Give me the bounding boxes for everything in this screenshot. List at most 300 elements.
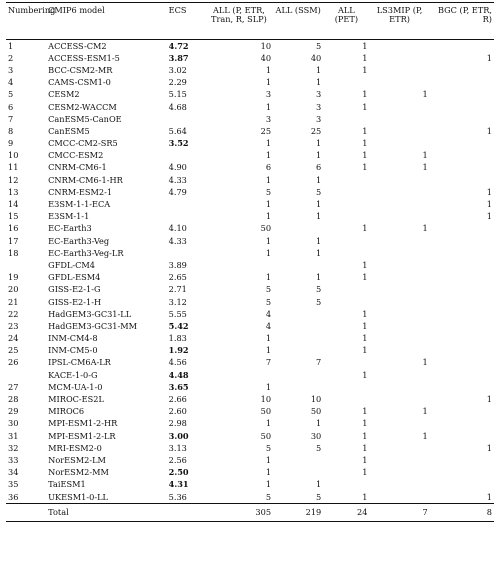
cell-ls3mip xyxy=(369,454,429,466)
cell-numbering xyxy=(6,259,46,271)
table-row xyxy=(6,454,494,466)
cell-model: CESM2 xyxy=(48,89,80,100)
cell-all-pet xyxy=(323,235,369,247)
cell-all-pet xyxy=(323,247,369,259)
cell-all-ssm: 1 xyxy=(316,235,322,246)
cell-ecs: 3.13 xyxy=(168,442,187,453)
cell-bgc xyxy=(430,479,494,491)
cell-all-pet: 1 xyxy=(362,369,368,380)
cell-ls3mip xyxy=(369,125,429,137)
table-row xyxy=(6,198,494,210)
table-row xyxy=(6,491,494,504)
cell-all-vars: 7 xyxy=(265,357,272,368)
table-row xyxy=(6,381,494,393)
cell-ecs: 3.65 xyxy=(168,381,189,392)
cell-ls3mip xyxy=(369,369,429,381)
cell-numbering: 29 xyxy=(8,406,19,417)
cell-ecs: 4.72 xyxy=(168,40,189,51)
cell-bgc xyxy=(430,113,494,125)
cell-bgc xyxy=(430,162,494,174)
cell-ecs: 3.52 xyxy=(168,138,189,149)
cell-all-vars: 1 xyxy=(265,101,272,112)
cell-model: BCC-CSM2-MR xyxy=(48,64,113,75)
total-bgc: 8 xyxy=(486,507,492,518)
cell-all-pet xyxy=(323,198,369,210)
cell-all-vars: 10 xyxy=(260,394,272,405)
cell-bgc xyxy=(430,381,494,393)
cell-all-ssm: 10 xyxy=(310,394,322,405)
cell-bgc xyxy=(430,101,494,113)
cell-all-pet xyxy=(323,479,369,491)
total-label: Total xyxy=(48,507,69,518)
cell-ecs xyxy=(167,198,205,210)
cell-ls3mip: 1 xyxy=(422,357,428,368)
table-row xyxy=(6,333,494,345)
cell-numbering: 14 xyxy=(8,199,19,210)
cell-ecs: 2.50 xyxy=(168,467,189,478)
table-row xyxy=(6,308,494,320)
cell-model: CMCC-ESM2 xyxy=(48,150,104,161)
table-row xyxy=(6,357,494,369)
cell-bgc xyxy=(430,357,494,369)
cell-numbering: 8 xyxy=(8,125,14,136)
cell-all-pet: 1 xyxy=(362,52,368,63)
cell-bgc xyxy=(430,308,494,320)
total-all-ssm: 219 xyxy=(305,507,322,518)
table-row xyxy=(6,101,494,113)
cell-numbering: 17 xyxy=(8,235,19,246)
cell-all-pet: 1 xyxy=(362,101,368,112)
cell-all-vars: 1 xyxy=(265,345,272,356)
cell-ecs: 1.83 xyxy=(168,333,187,344)
cell-all-ssm: 1 xyxy=(316,479,322,490)
cell-all-pet: 1 xyxy=(362,125,368,136)
cell-all-vars: 1 xyxy=(265,199,272,210)
cell-numbering: 16 xyxy=(8,223,19,234)
table-row xyxy=(6,345,494,357)
cell-model: HadGEM3-GC31-LL xyxy=(48,308,132,319)
cell-all-vars: 1 xyxy=(265,418,272,429)
cell-ls3mip xyxy=(369,186,429,198)
cell-ecs xyxy=(167,247,205,259)
header-numbering: Numbering xyxy=(8,5,56,15)
cell-ls3mip xyxy=(369,308,429,320)
cell-all-pet xyxy=(323,77,369,89)
cell-all-pet xyxy=(323,284,369,296)
table-row xyxy=(6,223,494,235)
cell-numbering: 18 xyxy=(8,247,19,258)
cell-model: EC-Earth3-Veg-LR xyxy=(48,247,124,258)
cell-ls3mip xyxy=(369,296,429,308)
cell-all-pet xyxy=(323,357,369,369)
cell-ls3mip: 1 xyxy=(422,406,428,417)
table-header xyxy=(6,3,494,40)
cell-model: EC-Earth3 xyxy=(48,223,92,234)
cell-ecs: 2.56 xyxy=(168,454,187,465)
cell-all-pet: 1 xyxy=(362,430,368,441)
cell-ls3mip xyxy=(369,113,429,125)
cell-ecs xyxy=(167,150,205,162)
cell-all-vars: 5 xyxy=(265,296,272,307)
cell-numbering: 26 xyxy=(8,357,19,368)
cell-all-pet: 1 xyxy=(362,259,368,270)
cell-ecs: 3.87 xyxy=(168,52,189,63)
cell-all-ssm: 3 xyxy=(316,89,322,100)
table-row xyxy=(6,418,494,430)
cell-bgc xyxy=(430,174,494,186)
cell-all-pet: 1 xyxy=(362,491,368,502)
cell-all-ssm xyxy=(273,320,323,332)
cell-numbering: 10 xyxy=(8,150,19,161)
cell-all-ssm xyxy=(273,467,323,479)
cell-numbering: 4 xyxy=(8,77,14,88)
cell-all-ssm: 1 xyxy=(316,174,322,185)
cell-ecs: 4.33 xyxy=(168,235,187,246)
cell-numbering: 9 xyxy=(8,138,14,149)
cell-numbering: 35 xyxy=(8,479,19,490)
table-body xyxy=(6,40,494,504)
cell-all-ssm: 5 xyxy=(316,296,322,307)
cell-model: CNRM-ESM2-1 xyxy=(48,186,113,197)
cell-all-pet xyxy=(323,174,369,186)
header-ls3mip: LS3MIP (P, ETR) xyxy=(376,5,423,25)
cell-ecs: 3.89 xyxy=(168,259,187,270)
cell-all-vars: 1 xyxy=(265,138,272,149)
cell-all-vars: 50 xyxy=(260,406,272,417)
table-row xyxy=(6,64,494,76)
cell-bgc: 1 xyxy=(486,442,492,453)
cell-all-vars: 1 xyxy=(265,235,272,246)
cell-model: NorESM2-LM xyxy=(48,454,106,465)
cell-ls3mip xyxy=(369,284,429,296)
cell-model: MPI-ESM1-2-LR xyxy=(48,430,116,441)
table-row xyxy=(6,186,494,198)
cell-numbering: 11 xyxy=(8,162,19,173)
cell-ls3mip xyxy=(369,40,429,53)
table-row xyxy=(6,113,494,125)
cell-all-ssm xyxy=(273,223,323,235)
cell-ls3mip: 1 xyxy=(422,150,428,161)
cell-model: MCM-UA-1-0 xyxy=(48,381,103,392)
cell-all-vars: 5 xyxy=(265,186,272,197)
cell-all-ssm xyxy=(273,454,323,466)
cell-all-ssm: 5 xyxy=(316,491,322,502)
table-row xyxy=(6,406,494,418)
table-row xyxy=(6,320,494,332)
cell-all-vars: 1 xyxy=(265,77,272,88)
table-row xyxy=(6,150,494,162)
header-model: CMIP6 model xyxy=(48,5,105,15)
cell-ls3mip: 1 xyxy=(422,162,428,173)
cell-bgc xyxy=(430,345,494,357)
cell-ecs: 4.31 xyxy=(168,479,189,490)
cell-model: GFDL-CM4 xyxy=(48,259,96,270)
cell-all-vars: 3 xyxy=(265,113,272,124)
table-row xyxy=(6,125,494,137)
cmip6-model-table xyxy=(6,2,494,522)
cell-numbering: 22 xyxy=(8,308,19,319)
cell-ls3mip xyxy=(369,320,429,332)
cell-ls3mip xyxy=(369,235,429,247)
cell-model: CAMS-CSM1-0 xyxy=(48,77,111,88)
cell-ecs: 1.92 xyxy=(168,345,189,356)
cell-ls3mip xyxy=(369,198,429,210)
cell-ecs: 5.15 xyxy=(168,89,187,100)
cell-all-ssm xyxy=(273,381,323,393)
cell-all-pet: 1 xyxy=(362,333,368,344)
cell-all-pet: 1 xyxy=(362,406,368,417)
cell-ecs: 4.56 xyxy=(168,357,187,368)
cell-ls3mip xyxy=(369,138,429,150)
cell-model: NorESM2-MM xyxy=(48,467,109,478)
cell-bgc xyxy=(430,223,494,235)
cell-ecs: 4.68 xyxy=(168,101,187,112)
table-row xyxy=(6,247,494,259)
table-row xyxy=(6,89,494,101)
cell-all-pet xyxy=(323,211,369,223)
cell-bgc xyxy=(430,272,494,284)
cell-model: MIROC-ES2L xyxy=(48,394,104,405)
cell-all-pet: 1 xyxy=(362,418,368,429)
cell-all-ssm: 5 xyxy=(316,40,322,51)
cell-ecs: 4.79 xyxy=(168,186,187,197)
cell-model: MRI-ESM2-0 xyxy=(48,442,102,453)
header-all-pet: ALL (PET) xyxy=(334,5,359,25)
cell-ecs: 5.64 xyxy=(168,125,187,136)
cell-all-vars: 4 xyxy=(265,308,272,319)
cell-all-vars: 4 xyxy=(265,320,272,331)
cell-all-ssm: 5 xyxy=(316,186,322,197)
cell-all-vars: 1 xyxy=(265,333,272,344)
cell-all-vars: 5 xyxy=(265,284,272,295)
cell-numbering: 6 xyxy=(8,101,14,112)
table-row xyxy=(6,138,494,150)
cell-bgc xyxy=(430,247,494,259)
cell-model: UKESM1-0-LL xyxy=(48,491,108,502)
cell-ls3mip xyxy=(369,259,429,271)
cell-ecs: 2.98 xyxy=(168,418,187,429)
cell-numbering: 36 xyxy=(8,491,19,502)
cell-ecs: 2.71 xyxy=(168,284,187,295)
cell-all-ssm: 5 xyxy=(316,284,322,295)
cell-model: MIROC6 xyxy=(48,406,85,417)
cell-bgc: 1 xyxy=(486,199,492,210)
cell-numbering: 33 xyxy=(8,454,19,465)
cell-numbering: 15 xyxy=(8,211,19,222)
cell-ls3mip xyxy=(369,418,429,430)
header-all-vars: ALL (P, ETR, Tran, R, SLP) xyxy=(211,5,267,25)
table-row xyxy=(6,393,494,405)
cell-bgc xyxy=(430,418,494,430)
header-ecs: ECS xyxy=(168,5,187,15)
cell-all-vars: 1 xyxy=(265,64,272,75)
cell-numbering: 21 xyxy=(8,296,19,307)
cell-numbering: 7 xyxy=(8,113,14,124)
cell-model: CanESM5 xyxy=(48,125,90,136)
cell-all-pet: 1 xyxy=(362,150,368,161)
cell-bgc: 1 xyxy=(486,394,492,405)
cell-all-ssm: 1 xyxy=(316,418,322,429)
cell-ls3mip xyxy=(369,333,429,345)
cell-all-vars: 1 xyxy=(265,174,272,185)
cell-numbering: 19 xyxy=(8,272,19,283)
cell-bgc xyxy=(430,369,494,381)
cell-ecs: 3.12 xyxy=(168,296,187,307)
table-row xyxy=(6,162,494,174)
cell-numbering: 13 xyxy=(8,186,19,197)
header-all-ssm: ALL (SSM) xyxy=(275,5,321,15)
total-row xyxy=(6,504,494,522)
cell-model: HadGEM3-GC31-MM xyxy=(48,320,138,331)
cell-all-vars xyxy=(205,259,273,271)
cell-ls3mip xyxy=(369,479,429,491)
cell-all-vars: 1 xyxy=(265,272,272,283)
cell-model: MPI-ESM1-2-HR xyxy=(48,418,118,429)
cell-ecs: 5.36 xyxy=(168,491,187,502)
cell-model: IPSL-CM6A-LR xyxy=(48,357,111,368)
cell-numbering: 27 xyxy=(8,381,19,392)
cell-all-vars: 5 xyxy=(265,491,272,502)
cell-numbering: 25 xyxy=(8,345,19,356)
cell-numbering: 31 xyxy=(8,430,19,441)
cell-bgc: 1 xyxy=(486,125,492,136)
cell-numbering: 24 xyxy=(8,333,19,344)
table-row xyxy=(6,430,494,442)
cell-bgc xyxy=(430,40,494,53)
cell-model: E3SM-1-1-ECA xyxy=(48,199,111,210)
cell-all-pet: 1 xyxy=(362,64,368,75)
cell-ls3mip: 1 xyxy=(422,89,428,100)
cell-all-ssm: 1 xyxy=(316,150,322,161)
cell-bgc: 1 xyxy=(486,52,492,63)
cell-all-vars: 1 xyxy=(265,467,272,478)
cell-all-vars: 1 xyxy=(265,211,272,222)
cell-all-ssm: 1 xyxy=(316,77,322,88)
cell-ls3mip xyxy=(369,381,429,393)
cell-ecs: 4.48 xyxy=(168,369,189,380)
cell-model: GISS-E2-1-G xyxy=(48,284,101,295)
cell-bgc xyxy=(430,430,494,442)
cell-numbering: 2 xyxy=(8,52,14,63)
cell-all-pet: 1 xyxy=(362,308,368,319)
cell-ls3mip xyxy=(369,442,429,454)
cell-bgc xyxy=(430,235,494,247)
cell-all-pet: 1 xyxy=(362,320,368,331)
cell-bgc xyxy=(430,406,494,418)
cell-model: CNRM-CM6-1-HR xyxy=(48,174,123,185)
table-row xyxy=(6,211,494,223)
cell-model: CanESM5-CanOE xyxy=(48,113,122,124)
cell-all-vars: 50 xyxy=(260,430,272,441)
cell-ecs: 3.02 xyxy=(168,64,187,75)
cell-all-ssm xyxy=(273,345,323,357)
cell-all-ssm: 1 xyxy=(316,272,322,283)
cell-numbering: 23 xyxy=(8,320,19,331)
cell-ecs: 2.60 xyxy=(168,406,187,417)
cell-model: TaiESM1 xyxy=(48,479,86,490)
table-row xyxy=(6,77,494,89)
cell-all-ssm xyxy=(273,369,323,381)
cell-all-ssm xyxy=(273,259,323,271)
cell-all-ssm xyxy=(273,333,323,345)
cell-ecs: 5.55 xyxy=(168,308,187,319)
cell-all-pet: 1 xyxy=(362,454,368,465)
cell-bgc xyxy=(430,89,494,101)
cell-numbering: 3 xyxy=(8,64,14,75)
cell-ecs: 2.65 xyxy=(168,272,187,283)
cell-numbering: 12 xyxy=(8,174,19,185)
table-row xyxy=(6,296,494,308)
cell-ecs: 4.10 xyxy=(168,223,187,234)
cell-model: KACE-1-0-G xyxy=(48,369,98,380)
total-all-vars: 305 xyxy=(255,507,272,518)
cell-bgc: 1 xyxy=(486,491,492,502)
cell-bgc xyxy=(430,333,494,345)
cell-ls3mip xyxy=(369,247,429,259)
cell-ecs: 5.42 xyxy=(168,320,189,331)
cell-ls3mip xyxy=(369,345,429,357)
cell-all-ssm: 1 xyxy=(316,64,322,75)
cell-ls3mip xyxy=(369,64,429,76)
table-footer xyxy=(6,504,494,522)
cell-all-vars: 1 xyxy=(265,381,272,392)
cell-all-pet: 1 xyxy=(362,40,368,51)
cell-bgc xyxy=(430,64,494,76)
cell-model: GFDL-ESM4 xyxy=(48,272,101,283)
cell-all-vars: 25 xyxy=(260,125,272,136)
cell-ecs: 2.29 xyxy=(168,77,187,88)
cell-bgc xyxy=(430,454,494,466)
cell-model: CESM2-WACCM xyxy=(48,101,117,112)
header-row xyxy=(6,3,494,40)
cell-ls3mip xyxy=(369,491,429,504)
table-row xyxy=(6,284,494,296)
cell-all-ssm: 3 xyxy=(316,113,322,124)
cell-ls3mip: 1 xyxy=(422,430,428,441)
cell-all-ssm: 1 xyxy=(316,138,322,149)
table-row xyxy=(6,52,494,64)
cell-bgc xyxy=(430,284,494,296)
cell-bgc xyxy=(430,150,494,162)
cell-bgc: 1 xyxy=(486,211,492,222)
cell-numbering: 32 xyxy=(8,442,19,453)
cell-model: INM-CM4-8 xyxy=(48,333,98,344)
cell-bgc xyxy=(430,259,494,271)
cell-all-ssm: 25 xyxy=(310,125,322,136)
cell-all-pet: 1 xyxy=(362,345,368,356)
cell-all-ssm: 30 xyxy=(310,430,322,441)
total-ecs-empty xyxy=(167,504,205,522)
cell-all-ssm xyxy=(273,308,323,320)
cell-all-pet: 1 xyxy=(362,223,368,234)
total-all-pet: 24 xyxy=(357,507,368,518)
table-row xyxy=(6,442,494,454)
cell-model: CNRM-CM6-1 xyxy=(48,162,107,173)
cell-model: ACCESS-ESM1-5 xyxy=(48,52,120,63)
cell-all-vars: 1 xyxy=(265,479,272,490)
total-spacer xyxy=(6,504,46,522)
cell-ls3mip xyxy=(369,77,429,89)
cell-ls3mip xyxy=(369,52,429,64)
cell-all-vars: 50 xyxy=(260,223,272,234)
cell-all-ssm: 50 xyxy=(310,406,322,417)
cell-ls3mip: 1 xyxy=(422,223,428,234)
cell-all-vars: 1 xyxy=(265,150,272,161)
header-bgc: BGC (P, ETR, R) xyxy=(437,5,492,25)
cell-all-pet: 1 xyxy=(362,162,368,173)
cell-all-ssm: 1 xyxy=(316,199,322,210)
cell-model: INM-CM5-0 xyxy=(48,345,98,356)
